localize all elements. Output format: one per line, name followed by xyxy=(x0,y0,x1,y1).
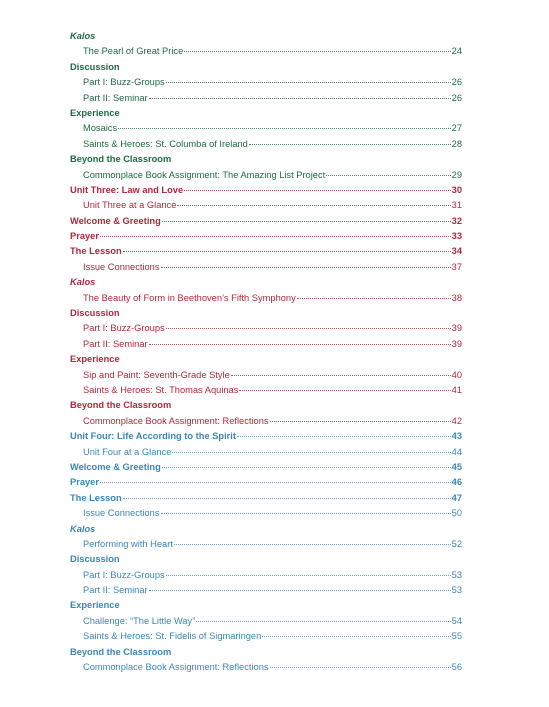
toc-entry-title: Challenge: “The Little Way” xyxy=(83,615,196,626)
toc-entry-title: Unit Three at a Glance xyxy=(83,200,177,211)
toc-page-number: 46 xyxy=(451,477,462,488)
toc-entry-title: Saints & Heroes: St. Columba of Ireland xyxy=(83,138,248,149)
toc-entry-title: Discussion xyxy=(70,554,120,565)
toc-page-number: 38 xyxy=(451,292,462,303)
toc-entry xyxy=(70,568,462,583)
dot-leader xyxy=(237,436,451,437)
toc-entry xyxy=(70,660,462,675)
toc-entry-title: The Pearl of Great Price xyxy=(83,46,184,57)
toc-entry-title: Part II: Seminar xyxy=(83,338,148,349)
toc-entry-title: Experience xyxy=(70,354,120,365)
toc-page-number: 28 xyxy=(451,138,462,149)
toc-section-heading xyxy=(70,60,462,75)
toc-entry-title: Kalos xyxy=(70,31,96,41)
toc-entry-title: Prayer xyxy=(70,231,99,242)
dot-leader xyxy=(161,267,451,268)
toc-page-number: 41 xyxy=(451,384,462,395)
toc-page-number: 42 xyxy=(451,415,462,426)
toc-entry xyxy=(70,614,462,629)
toc-page-number: 56 xyxy=(451,662,462,673)
toc-entry-title: Part II: Seminar xyxy=(83,92,148,103)
toc-entry-title: Sip and Paint: Seventh-Grade Style xyxy=(83,369,230,380)
toc-page-number: 50 xyxy=(451,508,462,519)
toc-section-heading xyxy=(70,598,462,613)
toc-section-heading xyxy=(70,152,462,167)
dot-leader xyxy=(231,375,451,376)
toc-entry-title: Performing with Heart xyxy=(83,538,173,549)
toc-entry-title: Kalos xyxy=(70,277,96,288)
toc-entry-title: Part II: Seminar xyxy=(83,585,148,596)
toc-entry-title: Part I: Buzz-Groups xyxy=(83,323,165,334)
toc-entry-title: Unit Four at a Glance xyxy=(83,446,172,457)
toc-entry-title: Beyond the Classroom xyxy=(70,400,172,411)
toc-entry xyxy=(70,168,462,183)
dot-leader xyxy=(149,590,451,591)
toc-major-entry xyxy=(70,429,462,444)
toc-entry-title: Saints & Heroes: St. Fidelis of Sigmaringen xyxy=(83,631,262,642)
toc-entry-title: Prayer xyxy=(70,477,99,488)
dot-leader xyxy=(184,51,450,52)
dot-leader xyxy=(162,467,451,468)
toc-entry xyxy=(70,121,462,136)
toc-page-number: 29 xyxy=(451,169,462,180)
toc-entry-title: Experience xyxy=(70,600,120,611)
toc-entry-title: The Lesson xyxy=(70,246,122,257)
toc-page-number: 53 xyxy=(451,569,462,580)
toc-entry xyxy=(70,260,462,275)
toc-page-number: 32 xyxy=(451,215,462,226)
toc-entry xyxy=(70,629,462,644)
toc-entry xyxy=(70,137,462,152)
toc-page-number: 39 xyxy=(451,323,462,334)
toc-entry-title: Mosaics xyxy=(83,123,118,134)
toc-page-number: 43 xyxy=(451,431,462,442)
toc-entry-title: Unit Four: Life According to the Spirit xyxy=(70,431,236,442)
dot-leader xyxy=(239,390,450,391)
toc-entry-title: Experience xyxy=(70,107,120,118)
toc-page-number: 54 xyxy=(451,615,462,626)
toc-entry-title: Commonplace Book Assignment: Reflections xyxy=(83,415,269,426)
toc-page-number: 47 xyxy=(451,492,462,503)
dot-leader xyxy=(326,175,450,176)
toc-major-entry xyxy=(70,229,462,244)
toc-entry-title: Commonplace Book Assignment: The Amazing List Project xyxy=(83,169,326,180)
toc-section-heading xyxy=(70,29,462,44)
toc-entry xyxy=(70,383,462,398)
dot-leader xyxy=(100,236,451,237)
table-of-contents xyxy=(70,29,462,675)
toc-page-number: 27 xyxy=(451,123,462,134)
dot-leader xyxy=(184,190,451,191)
dot-leader xyxy=(149,98,451,99)
toc-entry xyxy=(70,75,462,90)
toc-entry-title: Beyond the Classroom xyxy=(70,154,172,165)
toc-page-number: 40 xyxy=(451,369,462,380)
toc-page-number: 30 xyxy=(451,184,462,195)
toc-major-entry xyxy=(70,214,462,229)
toc-major-entry xyxy=(70,475,462,490)
dot-leader xyxy=(162,221,451,222)
toc-entry xyxy=(70,368,462,383)
toc-entry xyxy=(70,321,462,336)
toc-entry-title: Discussion xyxy=(70,308,120,319)
toc-entry xyxy=(70,414,462,429)
toc-entry xyxy=(70,337,462,352)
toc-entry-title: Welcome & Greeting xyxy=(70,461,161,472)
dot-leader xyxy=(123,498,451,499)
toc-page-number: 34 xyxy=(451,246,462,257)
toc-entry-title: Issue Connections xyxy=(83,261,160,272)
toc-major-entry xyxy=(70,491,462,506)
toc-section-heading xyxy=(70,645,462,660)
toc-section-heading xyxy=(70,275,462,290)
toc-entry-title: Discussion xyxy=(70,61,120,72)
toc-entry-title: Commonplace Book Assignment: Reflections xyxy=(83,662,269,673)
toc-page-number: 26 xyxy=(451,92,462,103)
dot-leader xyxy=(270,421,451,422)
dot-leader xyxy=(172,452,450,453)
toc-page-number: 45 xyxy=(451,461,462,472)
toc-entry-title: The Lesson xyxy=(70,492,122,503)
toc-page-number: 53 xyxy=(451,585,462,596)
toc-entry xyxy=(70,445,462,460)
dot-leader xyxy=(270,667,451,668)
toc-major-entry xyxy=(70,460,462,475)
toc-page-number: 44 xyxy=(451,446,462,457)
toc-entry-title: Issue Connections xyxy=(83,508,160,519)
toc-entry-title: Saints & Heroes: St. Thomas Aquinas xyxy=(83,384,239,395)
toc-section-heading xyxy=(70,522,462,537)
toc-section-heading xyxy=(70,106,462,121)
dot-leader xyxy=(149,344,451,345)
toc-entry xyxy=(70,44,462,59)
toc-page-number: 52 xyxy=(451,538,462,549)
dot-leader xyxy=(249,144,451,145)
toc-section-heading xyxy=(70,398,462,413)
toc-major-entry xyxy=(70,183,462,198)
toc-entry-title: The Beauty of Form in Beethoven’s Fifth Symphony xyxy=(83,292,296,303)
toc-entry xyxy=(70,537,462,552)
dot-leader xyxy=(177,205,450,206)
dot-leader xyxy=(174,544,451,545)
toc-entry xyxy=(70,91,462,106)
toc-entry-title: Part I: Buzz-Groups xyxy=(83,77,165,88)
toc-page-number: 55 xyxy=(451,631,462,642)
toc-page-number: 39 xyxy=(451,338,462,349)
toc-entry-title: Unit Three: Law and Love xyxy=(70,184,184,195)
toc-page-number: 31 xyxy=(451,200,462,211)
dot-leader xyxy=(262,636,450,637)
toc-entry xyxy=(70,506,462,521)
toc-entry-title: Kalos xyxy=(70,523,96,534)
dot-leader xyxy=(166,575,451,576)
toc-entry xyxy=(70,198,462,213)
toc-page-number: 37 xyxy=(451,261,462,272)
toc-major-entry xyxy=(70,244,462,259)
toc-entry-title: Part I: Buzz-Groups xyxy=(83,569,165,580)
toc-entry xyxy=(70,291,462,306)
toc-section-heading xyxy=(70,352,462,367)
dot-leader xyxy=(100,482,451,483)
toc-page-number: 33 xyxy=(451,231,462,242)
toc-page-number: 26 xyxy=(451,77,462,88)
dot-leader xyxy=(123,251,451,252)
dot-leader xyxy=(118,128,451,129)
dot-leader xyxy=(161,513,451,514)
dot-leader xyxy=(166,82,451,83)
dot-leader xyxy=(297,298,451,299)
toc-page-number: 24 xyxy=(451,46,462,57)
toc-entry-title: Beyond the Classroom xyxy=(70,646,172,657)
toc-section-heading xyxy=(70,306,462,321)
dot-leader xyxy=(166,328,451,329)
dot-leader xyxy=(196,621,450,622)
toc-entry xyxy=(70,583,462,598)
toc-entry-title: Welcome & Greeting xyxy=(70,215,161,226)
toc-section-heading xyxy=(70,552,462,567)
